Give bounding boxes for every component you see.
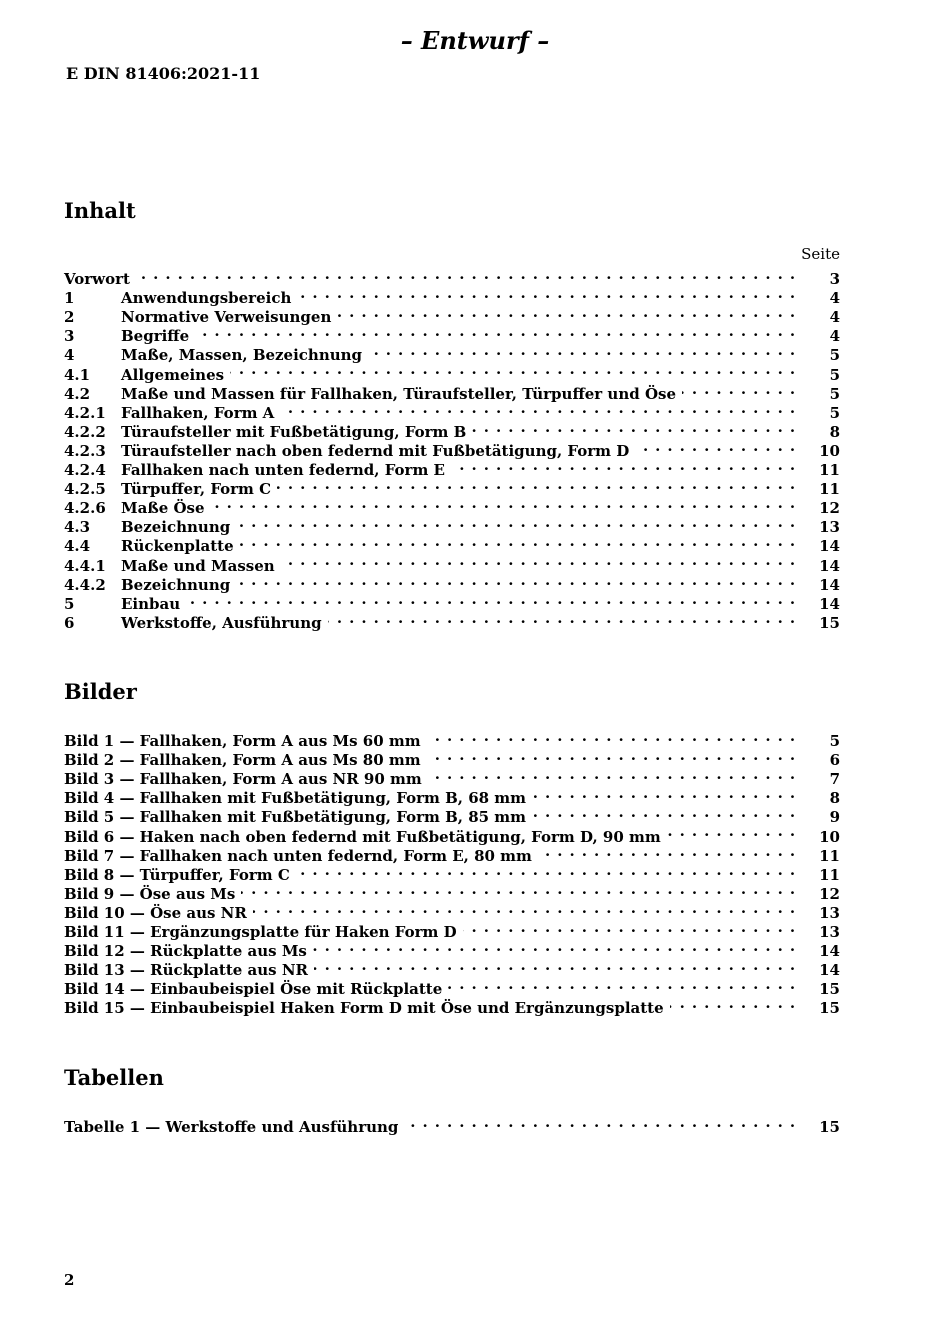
toc-entry-page: 14 [819,556,840,575]
toc-entry-number: 4.4 [64,537,91,556]
toc-entry-page: 9 [829,808,840,827]
dot-leader [313,937,796,956]
toc-entry-page: 12 [819,499,840,518]
toc-entry-number: 4.2.1 [64,403,106,422]
toc-entry-title: Bild 5 — Fallhaken mit Fußbetätigung, Form B, 85 mm [64,808,527,827]
toc-entry-page: 11 [819,480,840,499]
dot-leader [186,590,796,609]
dot-leader [463,918,796,937]
dot-leader [532,803,796,822]
dot-leader [136,265,796,284]
toc-entry-number: 4.2 [64,384,91,403]
dot-leader [427,746,796,765]
toc-entry-page: 11 [819,865,840,884]
toc-entry-page: 5 [829,346,840,365]
toc-entry-page: 4 [829,289,840,308]
dot-leader [241,880,796,899]
dot-leader [448,975,796,994]
toc-entry-title: Bild 2 — Fallhaken, Form A aus Ms 80 mm [64,751,421,770]
toc-entry-page: 11 [819,846,840,865]
toc-entry-page: 5 [829,403,840,422]
toc-entry-title: Begriffe [121,327,190,346]
toc-entry-number: 4.2.2 [64,422,106,441]
toc-entry-title: Fallhaken, Form A [121,403,275,422]
toc-entry-title: Bild 10 — Öse aus NR [64,903,247,922]
toc-entry-page: 13 [819,903,840,922]
toc-entry-title: Anwendungsbereich [121,289,292,308]
toc-entry-page: 12 [819,884,840,903]
toc-entry-number: 4 [64,346,75,365]
contents-list [64,265,840,632]
toc-entry-page: 14 [819,942,840,961]
toc-entry-number: 3 [64,327,75,346]
dot-leader [337,303,796,322]
toc-entry-number: 4.2.5 [64,480,106,499]
toc-entry-page: 15 [819,980,840,999]
toc-entry[interactable] [64,727,840,751]
toc-entry[interactable] [64,284,840,308]
dot-leader [211,494,796,513]
dot-leader [532,784,796,803]
tables-list [64,1113,840,1137]
toc-entry-title: Bild 15 — Einbaubeispiel Haken Form D mit Öse und Ergänzungsplatte [64,999,664,1018]
toc-entry-title: Vorwort [64,270,130,289]
toc-entry-title: Rückenplatte [121,537,234,556]
toc-entry-page: 5 [829,365,840,384]
toc-entry-title: Bild 8 — Türpuffer, Form C [64,865,290,884]
toc-entry-title: Türaufsteller mit Fußbetätigung, Form B [121,422,467,441]
dot-leader [314,956,796,975]
tables-heading: Tabellen [64,1065,164,1090]
toc-entry-number: 5 [64,594,75,613]
dot-leader [472,418,796,437]
toc-entry-page: 14 [819,575,840,594]
document-id: E DIN 81406:2021-11 [66,64,261,83]
dot-leader [427,727,796,746]
toc-entry-number: 4.2.4 [64,461,106,480]
toc-entry-page: 11 [819,461,840,480]
dot-leader [368,341,796,360]
toc-entry-title: Bezeichnung [121,575,231,594]
dot-leader [667,822,796,841]
toc-entry-title: Maße, Massen, Bezeichnung [121,346,363,365]
toc-entry-page: 15 [819,1118,840,1137]
dot-leader [670,994,796,1013]
toc-entry-title: Bild 1 — Fallhaken, Form A aus Ms 60 mm [64,732,421,751]
dot-leader [195,322,796,341]
toc-entry-title: Bild 3 — Fallhaken, Form A aus NR 90 mm [64,770,422,789]
figures-list [64,727,840,1018]
dot-leader [240,532,796,551]
toc-entry-page: 4 [829,308,840,327]
dot-leader [277,475,796,494]
dot-leader [280,399,796,418]
toc-entry-title: Bild 6 — Haken nach oben federnd mit Fußbetätigung, Form D, 90 mm [64,827,661,846]
page-number: 2 [64,1271,75,1289]
toc-entry[interactable] [64,1113,840,1137]
draft-label: – Entwurf – [400,26,550,55]
toc-entry-title: Bild 13 — Rückplatte aus NR [64,961,308,980]
dot-leader [428,765,796,784]
toc-entry-title: Bild 14 — Einbaubeispiel Öse mit Rückplatte [64,980,443,999]
dot-leader [635,437,796,456]
dot-leader [230,360,796,379]
toc-entry-number: 4.2.6 [64,499,106,518]
toc-entry-page: 7 [829,770,840,789]
page-column-label: Seite [801,245,840,263]
dot-leader [451,456,796,475]
toc-entry-page: 13 [819,518,840,537]
toc-entry-number: 1 [64,289,75,308]
toc-entry-title: Maße und Massen [121,556,275,575]
dot-leader [538,842,796,861]
toc-entry-page: 10 [819,827,840,846]
toc-entry-number: 4.4.1 [64,556,106,575]
dot-leader [236,513,796,532]
dot-leader [328,609,796,628]
dot-leader [682,380,796,399]
toc-entry-title: Fallhaken nach unten federnd, Form E [121,461,445,480]
dot-leader [297,284,796,303]
toc-entry[interactable] [64,265,840,289]
dot-leader [236,571,796,590]
toc-entry-page: 14 [819,961,840,980]
dot-leader [253,899,796,918]
toc-entry-number: 4.4.2 [64,575,106,594]
contents-heading: Inhalt [64,198,136,223]
toc-entry-title: Bild 7 — Fallhaken nach unten federnd, Form E, 80 mm [64,846,532,865]
toc-entry-number: 2 [64,308,75,327]
toc-entry-number: 4.2.3 [64,441,106,460]
toc-entry-number: 6 [64,613,75,632]
toc-entry-page: 8 [829,422,840,441]
toc-entry-title: Bild 11 — Ergänzungsplatte für Haken Form D [64,923,457,942]
toc-entry-title: Bild 12 — Rückplatte aus Ms [64,942,307,961]
toc-entry-title: Einbau [121,594,181,613]
toc-entry-title: Türpuffer, Form C [121,480,272,499]
toc-entry-title: Bezeichnung [121,518,231,537]
toc-entry-page: 15 [819,999,840,1018]
toc-entry-title: Türaufsteller nach oben federnd mit Fußbetätigung, Form D [121,441,630,460]
toc-entry-title: Tabelle 1 — Werkstoffe und Ausführung [64,1118,399,1137]
toc-entry-page: 14 [819,594,840,613]
toc-entry-page: 4 [829,327,840,346]
toc-entry-page: 13 [819,923,840,942]
toc-entry-page: 6 [829,751,840,770]
toc-entry-page: 10 [819,441,840,460]
toc-entry-page: 14 [819,537,840,556]
toc-entry-page: 8 [829,789,840,808]
toc-entry-page: 3 [829,270,840,289]
toc-entry-number: 4.1 [64,365,91,384]
toc-entry-title: Bild 9 — Öse aus Ms [64,884,236,903]
figures-heading: Bilder [64,679,137,704]
toc-entry-title: Bild 4 — Fallhaken mit Fußbetätigung, Form B, 68 mm [64,789,527,808]
dot-leader [404,1113,796,1132]
toc-entry-title: Maße und Massen für Fallhaken, Türaufsteller, Türpuffer und Öse [121,384,676,403]
toc-entry-title: Normative Verweisungen [121,308,332,327]
dot-leader [296,861,796,880]
toc-entry-title: Werkstoffe, Ausführung [121,613,322,632]
toc-entry-title: Maße Öse [121,499,205,518]
toc-entry-page: 5 [829,384,840,403]
toc-entry-page: 15 [819,613,840,632]
toc-entry-title: Allgemeines [121,365,225,384]
toc-entry-number: 4.3 [64,518,91,537]
dot-leader [281,551,796,570]
toc-entry-page: 5 [829,732,840,751]
